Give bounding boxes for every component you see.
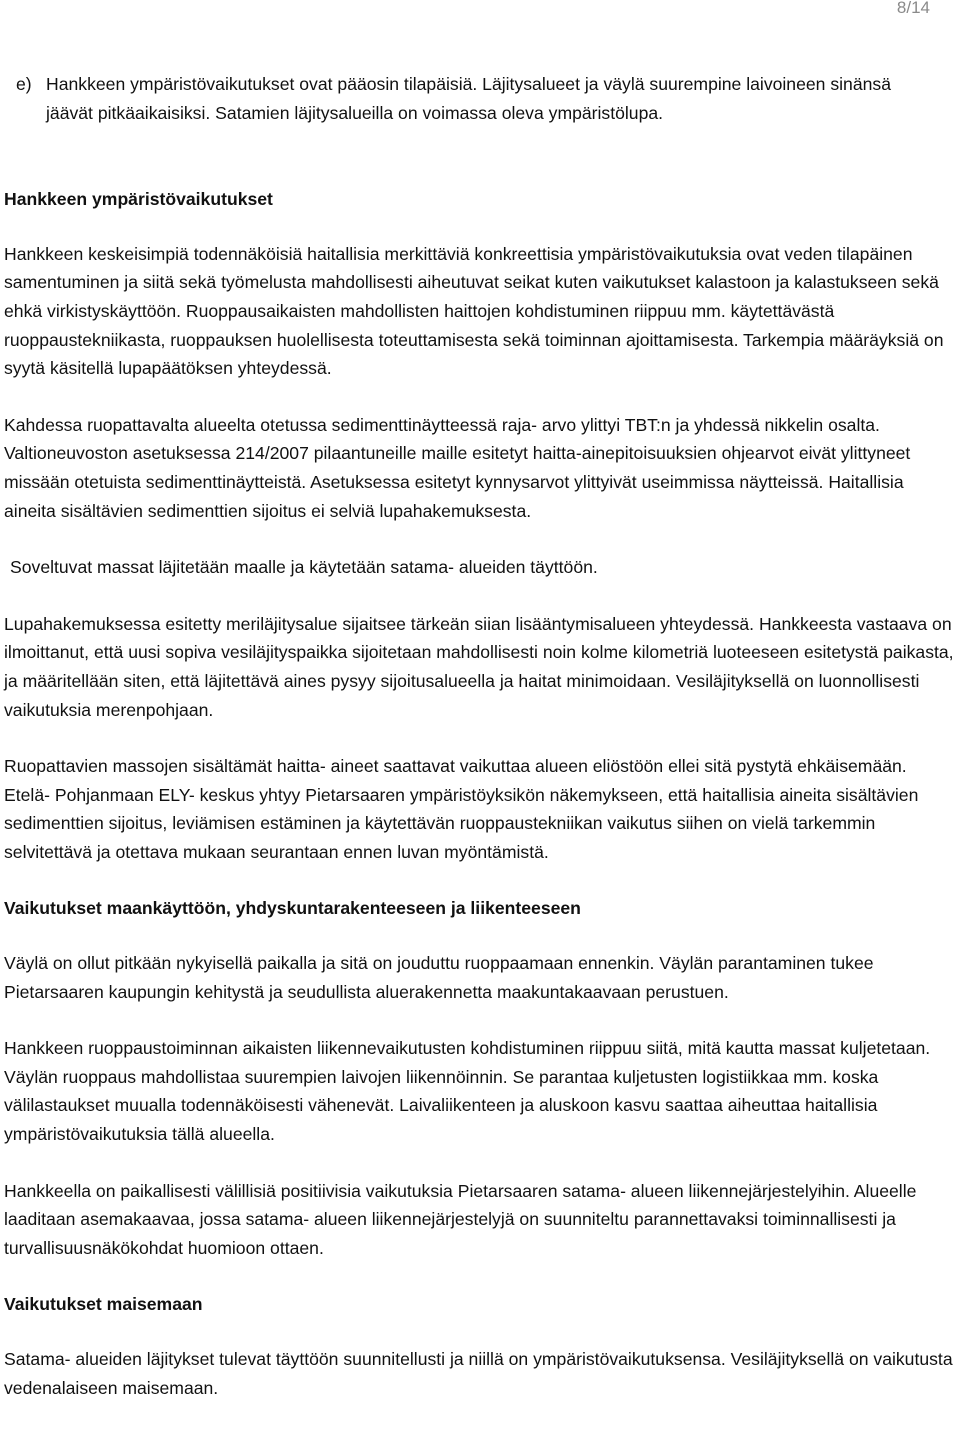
paragraph: Väylä on ollut pitkään nykyisellä paikalla ja sitä on jouduttu ruoppaamaan ennenkin. Väylän parantaminen tukee Pietarsaaren kaupungin kehitystä ja seudullista aluerakennetta maakuntakaavaan perustuen. [4, 953, 874, 1002]
paragraph: Soveltuvat massat läjitetään maalle ja käytetään satama- alueiden täyttöön. [10, 557, 598, 578]
paragraph: Lupahakemuksessa esitetty meriläjitysalue sijaitsee tärkeän siian lisääntymisalueen yhteydessä. Hankkeesta vastaava on ilmoittanut, että uusi sopiva vesiläjityspaikka sijoitetaan mahdollisesti noin kolme kilometriä luoteeseen esitetystä paikasta, ja määritellään siten, että läjitettävä aines pysyy sijoitusalueella ja haitat minimoidaan. Vesiläjityksellä on luonnollisesti vaikutuksia merenpohjaan. [4, 613, 954, 720]
list-item-e [16, 70, 956, 127]
paragraph: Kahdessa ruopattavalta alueelta otetussa sedimenttinäytteessä raja- arvo ylittyi TBT:n ja yhdessä nikkelin osalta. Valtioneuvoston asetuksessa 214/2007 pilaantuneille maille esitetyt haitta-ainepitoisuuksien ohjearvot eivät ylittyneet missään otetuista sedimenttinäytteistä. Asetuksessa esitetyt kynnysarvot ylittyivät useimmissa näytteissä. Haitallisia aineita sisältävien sedimenttien sijoitus ei selviä lupahakemuksesta. [4, 414, 911, 521]
paragraph: Ruopattavien massojen sisältämät haitta- aineet saattavat vaikuttaa alueen eliöstöön ellei sitä pystytä ehkäisemään. Etelä- Pohjanmaan ELY- keskus yhtyy Pietarsaaren ympäristöyksikön näkemykseen, että haitallisia aineita sisältävien sedimenttien sijoitus, leviämisen estäminen ja käytettävän ruoppaustekniikan vaikutus siihen on vielä tarkemmin selvitettävä ja otettava mukaan seurantaan ennen luvan myöntämistä. [4, 756, 919, 862]
list-marker: e) [16, 74, 32, 94]
section-heading-landscape: Vaikutukset maisemaan [4, 1294, 203, 1315]
paragraph: Hankkeella on paikallisesti välillisiä positiivisia vaikutuksia Pietarsaaren satama- alueen liikennejärjestelyihin. Alueelle laaditaan asemakaavaa, jossa satama- alueen liikennejärjestelyjä on suunniteltu parannettavaksi toiminnallisesti ja turvallisuusnäkökohdat huomioon ottaen. [4, 1180, 917, 1258]
paragraph: Hankkeen ruoppaustoiminnan aikaisten liikennevaikutusten kohdistuminen riippuu siitä, mitä kautta massat kuljetetaan. Väylän ruoppaus mahdollistaa suurempien laivojen liikennöinnin. Se parantaa kuljetusten logistiikkaa mm. koska välilastaukset muualla todennäköisesti vähenevät. Laivaliikenteen ja aluskoon kasvu saattaa aiheuttaa haitallisia ympäristövaikutuksia tällä alueella. [4, 1038, 931, 1145]
list-item-text: Hankkeen ympäristövaikutukset ovat pääosin tilapäisiä. Läjitysalueet ja väylä suurempine laivoineen sinänsä jäävät pitkäaikaisiksi. Satamien läjitysalueilla on voimassa oleva ympäristölupa. [46, 74, 891, 123]
section-heading-environment: Hankkeen ympäristövaikutukset [4, 189, 273, 210]
section-heading-land-use: Vaikutukset maankäyttöön, yhdyskuntarakenteeseen ja liikenteeseen [4, 898, 581, 919]
document-body [4, 70, 956, 1430]
page-number: 8/14 [896, 0, 930, 17]
paragraph: Satama- alueiden läjitykset tulevat täyttöön suunnitellusti ja niillä on ympäristövaikutuksensa. Vesiläjityksellä on vaikutusta vedenalaiseen maisemaan. [4, 1349, 953, 1398]
paragraph: Hankkeen keskeisimpiä todennäköisiä haitallisia merkittäviä konkreettisia ympäristövaikutuksia ovat veden tilapäinen samentuminen ja siitä sekä työmelusta mahdollisesti aiheutuvat seikat kuten vaikutukset kalastoon ja kalastukseen sekä ehkä virkistyskäyttöön. Ruoppausaikaisten mahdollisten haittojen kohdistuminen riippuu mm. käytettävästä ruoppaustekniikasta, ruoppauksen huolellisesta toteuttamisesta sekä toiminnan ajoittamisesta. Tarkempia määräyksiä on syytä käsitellä lupapäätöksen yhteydessä. [4, 243, 944, 379]
